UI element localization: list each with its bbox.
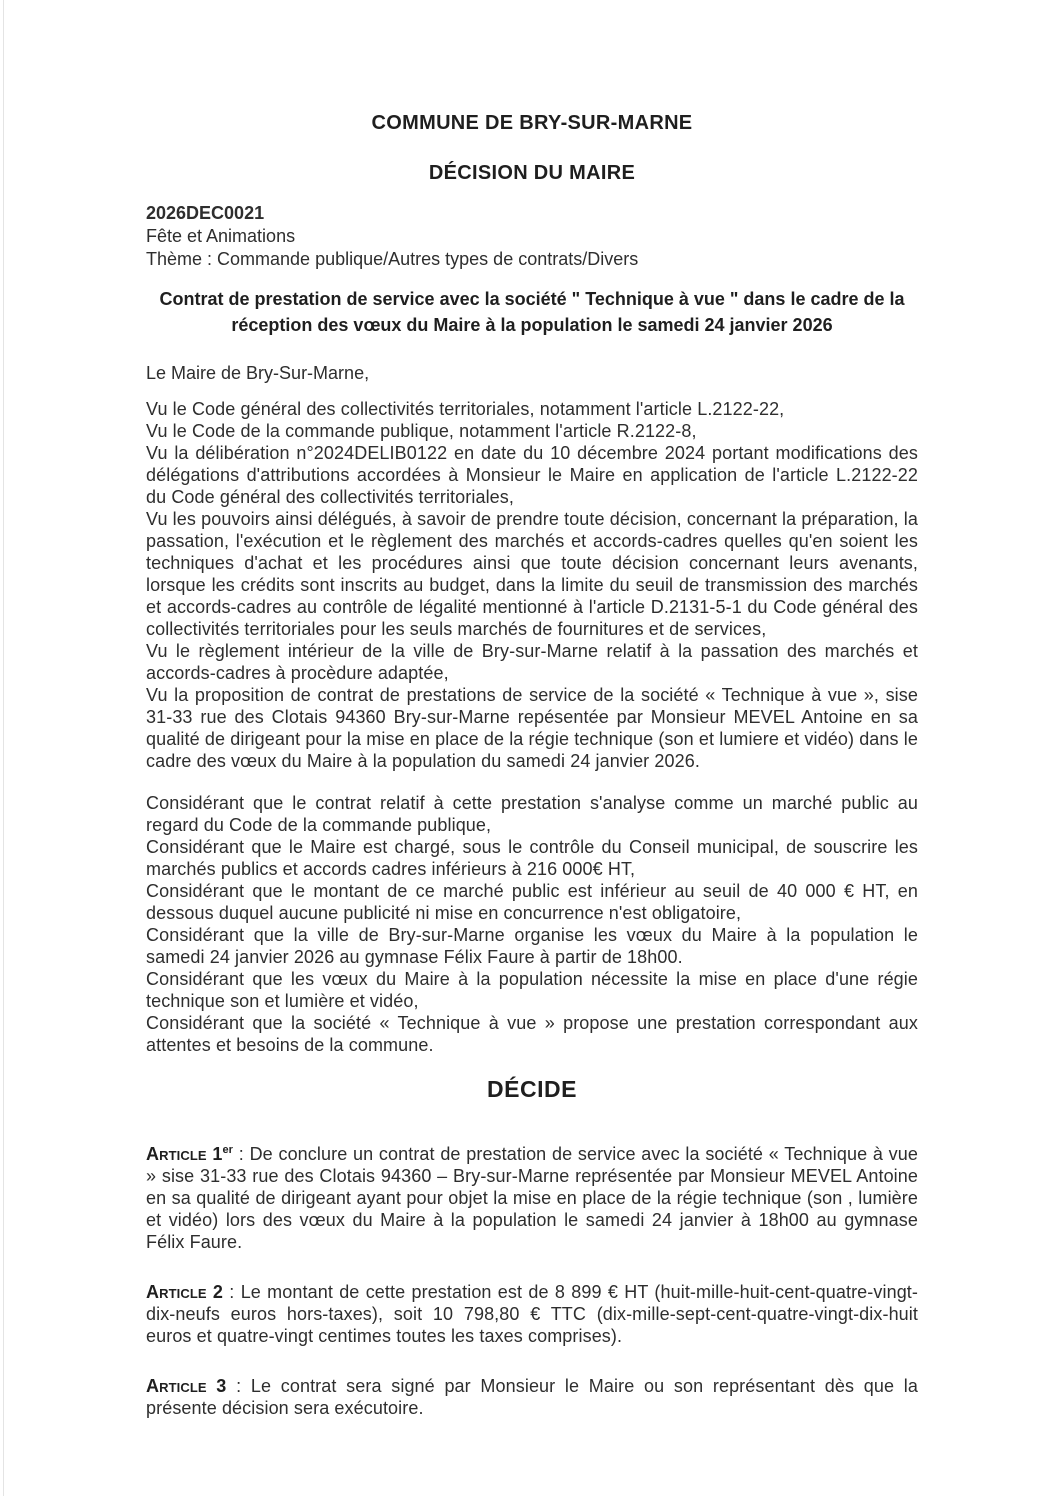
- doc-type-title: DÉCISION DU MAIRE: [428, 162, 636, 184]
- vu-paragraph: Vu les pouvoirs ainsi délégués, à savoir de prendre toute décision, concernant la préparation, la passation, l'exécution et le règlement des marchés et accords-cadres quelles qu'en soient les techniques d'achat et les procédures ainsi que toute décision concernant leurs avenants, lorsque les crédits sont inscrits au budget, dans la limite du seuil de transmission des marchés et accords-cadres au contrôle de légalité mentionné à l'article D.2131-5-1 du Code général des collectivités territoriales pour les seuls marchés de fournitures et de services,: [146, 509, 918, 639]
- article-label: Article 2: [146, 1282, 224, 1302]
- scan-edge-artifact: [3, 0, 4, 1496]
- article-label-ordinal: er: [222, 1144, 234, 1156]
- article-body: De conclure un contrat de prestation de service avec la société « Technique à vue » sise 31-33 rue des Clotais 94360 – Bry-sur-Marne représentée par Monsieur MEVEL Antoine en sa qualité de dirigeant ayant pour objet la mise en place de la régie technique (son , lumière et vidéo) lors des vœux du Maire à la population le samedi 24 janvier à 18h00 au gymnase Félix Faure.: [146, 1144, 918, 1252]
- vu-paragraph: Vu le Code de la commande publique, notamment l'article R.2122-8,: [146, 421, 697, 441]
- decide-heading: DÉCIDE: [487, 1076, 577, 1102]
- articles-block: [146, 1139, 918, 1419]
- article-paragraph: [146, 1371, 918, 1419]
- article-paragraph: [146, 1139, 918, 1253]
- commune-title: COMMUNE DE BRY-SUR-MARNE: [371, 112, 693, 134]
- vu-paragraph: Vu la délibération n°2024DELIB0122 en date du 10 décembre 2024 portant modifications des délégations d'attributions accordées à Monsieur le Maire en application de l'article L.2122-22 du Code général des collectivités territoriales,: [146, 443, 918, 507]
- subject-title: Contrat de prestation de service avec la société " Technique à vue " dans le cadre de la réception des vœux du Maire à la population le samedi 24 janvier 2026: [159, 289, 905, 335]
- article-body: Le montant de cette prestation est de 8 899 € HT (huit-mille-huit-cent-quatre-vingt-dix-neufs euros hors-taxes), soit 10 798,80 € TTC (dix-mille-sept-cent-quatre-vingt-dix-huit euros et quatre-vingt centimes toutes les taxes comprises).: [146, 1282, 918, 1346]
- article-paragraph: [146, 1277, 918, 1347]
- considerant-paragraph: Considérant que le contrat relatif à cette prestation s'analyse comme un marché public au regard du Code de la commande publique,: [146, 793, 918, 835]
- theme-label: Thème : Commande publique/Autres types de contrats/Divers: [146, 249, 639, 269]
- salutation-line: Le Maire de Bry-Sur-Marne,: [146, 363, 370, 383]
- article-label: Article 1: [146, 1144, 223, 1164]
- article-separator: :: [226, 1376, 251, 1396]
- reference-block: [146, 202, 918, 271]
- vu-paragraph: Vu la proposition de contrat de prestations de service de la société « Technique à vue », sise 31-33 rue des Clotais 94360 Bry-sur-Marne repésentée par Monsieur MEVEL Antoine en sa qualité de dirigeant pour la mise en place de la régie technique (son et lumiere et vidéo) dans le cadre des vœux du Maire à la population du samedi 24 janvier 2026.: [146, 685, 918, 771]
- vu-paragraphs-block: [146, 398, 918, 772]
- service-label: Fête et Animations: [146, 226, 296, 246]
- article-separator: :: [223, 1282, 241, 1302]
- considerant-paragraph: Considérant que la société « Technique à vue » propose une prestation correspondant aux attentes et besoins de la commune.: [146, 1013, 918, 1055]
- decision-number: 2026DEC0021: [146, 203, 265, 223]
- article-separator: :: [233, 1144, 250, 1164]
- document-content: [146, 112, 918, 1443]
- vu-paragraph: Vu le Code général des collectivités territoriales, notamment l'article L.2122-22,: [146, 399, 785, 419]
- vu-paragraph: Vu le règlement intérieur de la ville de Bry-sur-Marne relatif à la passation des marchés et accords-cadres à procèdure adaptée,: [146, 641, 918, 683]
- considerant-paragraph: Considérant que les vœux du Maire à la population nécessite la mise en place d'une régie technique son et lumière et vidéo,: [146, 969, 918, 1011]
- article-body: Le contrat sera signé par Monsieur le Maire ou son représentant dès que la présente décision sera exécutoire.: [146, 1376, 918, 1418]
- considerant-paragraph: Considérant que le Maire est chargé, sous le contrôle du Conseil municipal, de souscrire les marchés publics et accords cadres inférieurs à 216 000€ HT,: [146, 837, 918, 879]
- considerant-paragraphs-block: [146, 792, 918, 1056]
- considerant-paragraph: Considérant que la ville de Bry-sur-Marne organise les vœux du Maire à la population le samedi 24 janvier 2026 au gymnase Félix Faure à partir de 18h00.: [146, 925, 918, 967]
- article-label: Article 3: [146, 1376, 227, 1396]
- considerant-paragraph: Considérant que le montant de ce marché public est inférieur au seuil de 40 000 € HT, en dessous duquel aucune publicité ni mise en concurrence n'est obligatoire,: [146, 881, 918, 923]
